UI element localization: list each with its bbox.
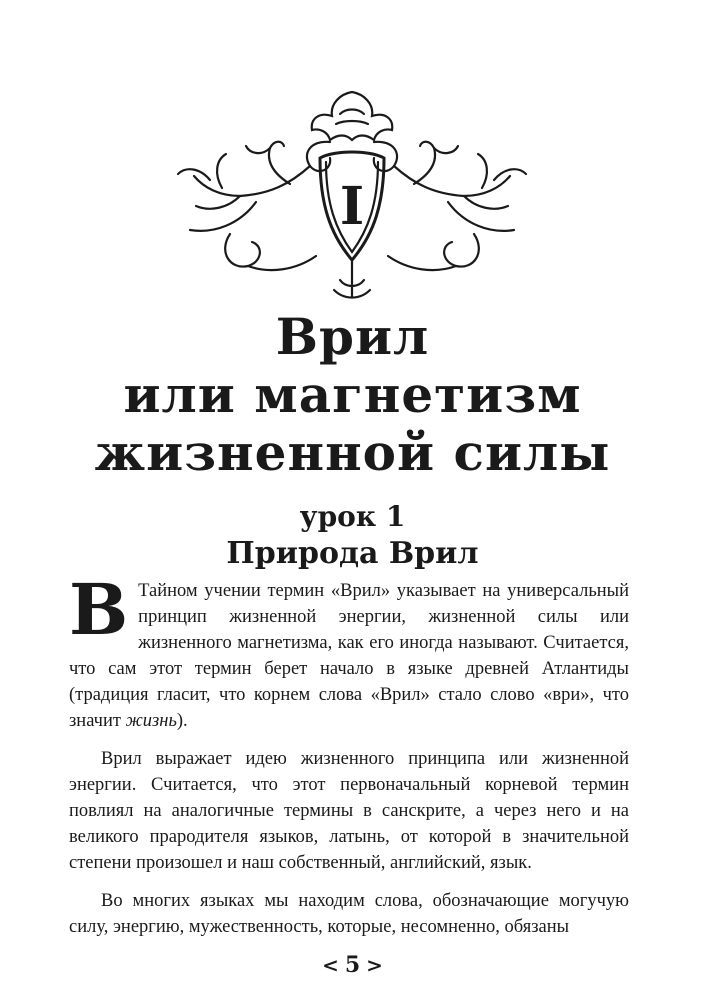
chapter-ornament [170,84,535,304]
page-number-right-mark: > [366,953,383,977]
drop-cap: В [69,568,129,651]
lesson-title: Природа Врил [226,536,479,571]
chapter-title-line: или магнетизм [123,365,582,424]
page-number [0,952,705,978]
chapter-title [40,308,665,482]
lesson-label: урок 1 [299,500,406,533]
paragraph: Врил выражает идею жизненного принципа или жизненной энергии. Считается, что этот первоначальный корневой термин повлиял на аналогичные термины в санскрите, а через него и на великого прародителя языков, латынь, от которой в значительной степени произошел и наш собственный, английский, язык. [69,749,629,873]
chapter-title-line: Врил [275,307,430,366]
paragraph: Во многих языках мы находим слова, обозначающие могучую силу, энергию, мужественность, которые, несомненно, обязаны [69,891,629,937]
chapter-title-line: жизненной силы [94,423,611,482]
body-text [69,568,629,952]
emphasis-text: жизнь [125,711,177,731]
chapter-numeral: I [339,176,365,237]
page-number-left-mark: < [322,953,339,977]
paragraph-text: ). [176,711,188,731]
paragraph [69,568,629,734]
paragraph-text: Тайном учении термин «Врил» указывает на универсальный принцип жизненной энергии, жизненной силы или жизненного магнетизма, как его иногда называют. Считается, что сам этот термин берет начало в языке древней Атлантиды (традиция гласит, что корнем слова «Врил» стало слово «ври», что значит [69,581,629,731]
page-number-value: 5 [344,952,361,978]
